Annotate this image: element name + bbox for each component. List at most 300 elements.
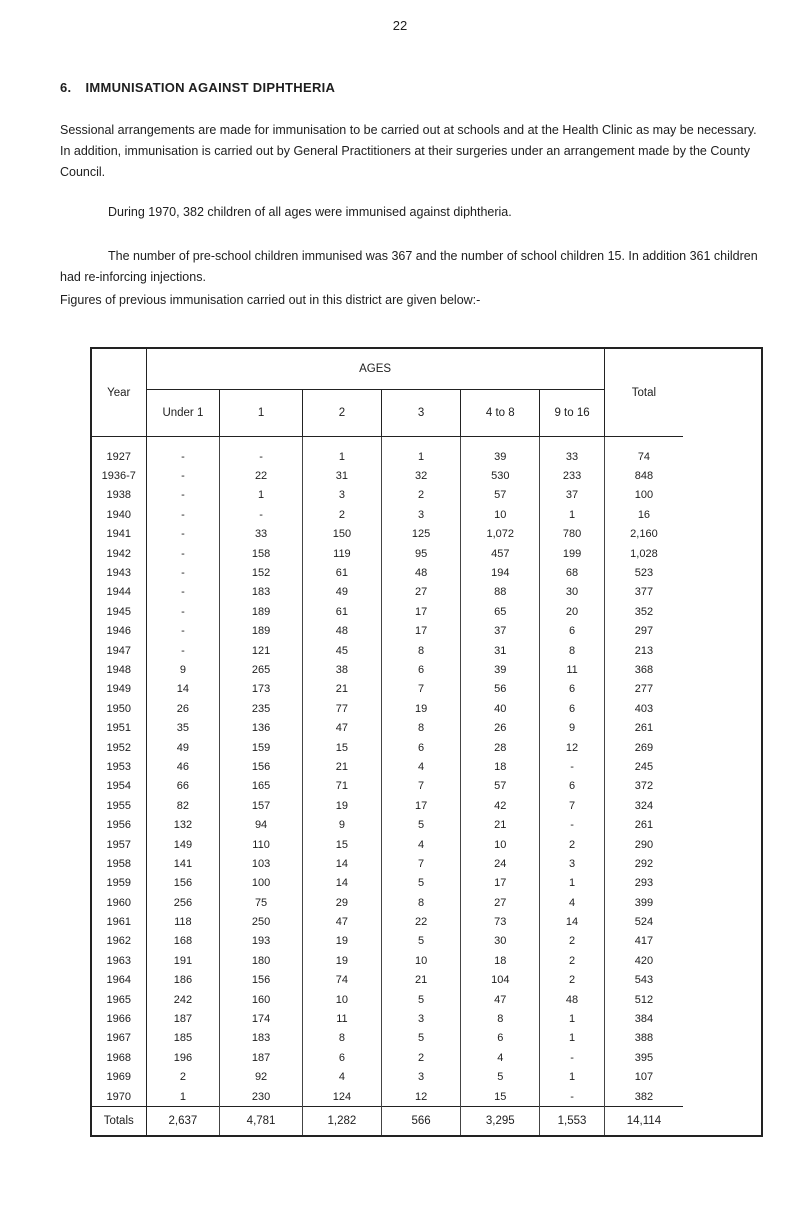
table-row xyxy=(91,563,762,582)
value-cell: 26 xyxy=(146,699,220,718)
value-cell: 57 xyxy=(461,486,540,505)
value-cell: 95 xyxy=(382,544,461,563)
value-cell: 3 xyxy=(382,1068,461,1087)
value-cell: 186 xyxy=(146,971,220,990)
immunisation-table xyxy=(90,347,763,1137)
value-cell: - xyxy=(146,563,220,582)
value-cell: 5 xyxy=(382,815,461,834)
value-cell: 6 xyxy=(540,622,604,641)
value-cell: 156 xyxy=(146,874,220,893)
value-cell: 28 xyxy=(461,738,540,757)
table-row xyxy=(91,757,762,776)
value-cell: 183 xyxy=(220,1029,303,1048)
value-cell: 2 xyxy=(540,951,604,970)
year-cell: 1947 xyxy=(91,641,146,660)
table-row xyxy=(91,525,762,544)
value-cell: 11 xyxy=(540,660,604,679)
paragraph-intro-table: Figures of previous immunisation carried out in this district are given below:- xyxy=(60,293,481,307)
paragraph-arrangements: Sessional arrangements are made for immunisation to be carried out at schools and at the Health Clinic as may be necessary. In addition, immunisation is carried out by General Practitioners at their surgeries under an arrangement made by the County Council. xyxy=(60,123,757,179)
value-cell: 71 xyxy=(302,777,381,796)
value-cell: - xyxy=(146,641,220,660)
value-cell: 1 xyxy=(540,1009,604,1028)
year-cell: 1936-7 xyxy=(91,466,146,485)
value-cell: 9 xyxy=(540,718,604,737)
value-cell: 14 xyxy=(146,680,220,699)
value-cell: 26 xyxy=(461,718,540,737)
table-row xyxy=(91,854,762,873)
value-cell: 49 xyxy=(146,738,220,757)
value-cell: 4 xyxy=(540,893,604,912)
table-row xyxy=(91,505,762,524)
year-cell: 1960 xyxy=(91,893,146,912)
total-cell: 245 xyxy=(604,757,683,776)
value-cell: 124 xyxy=(302,1087,381,1107)
table-row xyxy=(91,1009,762,1028)
year-cell: 1957 xyxy=(91,835,146,854)
value-cell: 19 xyxy=(302,796,381,815)
total-cell: 512 xyxy=(604,990,683,1009)
value-cell: 6 xyxy=(302,1048,381,1067)
value-cell: 5 xyxy=(382,932,461,951)
value-cell: 8 xyxy=(302,1029,381,1048)
value-cell: - xyxy=(146,622,220,641)
value-cell: 15 xyxy=(302,835,381,854)
value-cell: 18 xyxy=(461,951,540,970)
year-cell: 1953 xyxy=(91,757,146,776)
value-cell: 157 xyxy=(220,796,303,815)
page-number: 22 xyxy=(392,18,408,33)
header-age-col: 1 xyxy=(220,390,303,437)
value-cell: 530 xyxy=(461,466,540,485)
year-cell: 1946 xyxy=(91,622,146,641)
value-cell: 173 xyxy=(220,680,303,699)
table-row xyxy=(91,583,762,602)
value-cell: 75 xyxy=(220,893,303,912)
value-cell: 19 xyxy=(382,699,461,718)
total-cell: 543 xyxy=(604,971,683,990)
value-cell: 14 xyxy=(540,912,604,931)
value-cell: 21 xyxy=(302,757,381,776)
value-cell: 2 xyxy=(382,1048,461,1067)
value-cell: 74 xyxy=(302,971,381,990)
value-cell: 48 xyxy=(302,622,381,641)
value-cell: 233 xyxy=(540,466,604,485)
value-cell: 37 xyxy=(461,622,540,641)
value-cell: 159 xyxy=(220,738,303,757)
value-cell: 156 xyxy=(220,971,303,990)
year-cell: 1949 xyxy=(91,680,146,699)
header-age-col: 4 to 8 xyxy=(461,390,540,437)
header-age-col: 2 xyxy=(302,390,381,437)
value-cell: 6 xyxy=(540,680,604,699)
value-cell: - xyxy=(540,815,604,834)
year-cell: 1969 xyxy=(91,1068,146,1087)
table-row xyxy=(91,680,762,699)
table-row xyxy=(91,893,762,912)
value-cell: 119 xyxy=(302,544,381,563)
value-cell: 14 xyxy=(302,874,381,893)
value-cell: 457 xyxy=(461,544,540,563)
value-cell: 2 xyxy=(382,486,461,505)
year-cell: 1942 xyxy=(91,544,146,563)
value-cell: 193 xyxy=(220,932,303,951)
total-cell: 395 xyxy=(604,1048,683,1067)
total-cell: 524 xyxy=(604,912,683,931)
value-cell: 118 xyxy=(146,912,220,931)
value-cell: 1 xyxy=(302,437,381,467)
totals-cell: 1,553 xyxy=(540,1107,604,1137)
header-age-col: Under 1 xyxy=(146,390,220,437)
section-title: IMMUNISATION AGAINST DIPHTHERIA xyxy=(85,80,336,95)
value-cell: 7 xyxy=(382,777,461,796)
value-cell: 265 xyxy=(220,660,303,679)
table-row xyxy=(91,1087,762,1107)
value-cell: - xyxy=(146,505,220,524)
value-cell: 780 xyxy=(540,525,604,544)
value-cell: 4 xyxy=(461,1048,540,1067)
section-heading xyxy=(60,80,335,95)
value-cell: 2 xyxy=(302,505,381,524)
value-cell: 27 xyxy=(461,893,540,912)
value-cell: 21 xyxy=(302,680,381,699)
value-cell: 158 xyxy=(220,544,303,563)
value-cell: 185 xyxy=(146,1029,220,1048)
table-row xyxy=(91,874,762,893)
value-cell: 2 xyxy=(540,932,604,951)
table-row xyxy=(91,835,762,854)
value-cell: 6 xyxy=(540,699,604,718)
value-cell: 3 xyxy=(382,1009,461,1028)
value-cell: 48 xyxy=(382,563,461,582)
year-cell: 1966 xyxy=(91,1009,146,1028)
totals-cell: 566 xyxy=(382,1107,461,1137)
value-cell: 194 xyxy=(461,563,540,582)
value-cell: 250 xyxy=(220,912,303,931)
value-cell: 10 xyxy=(461,505,540,524)
value-cell: 100 xyxy=(220,874,303,893)
value-cell: 30 xyxy=(540,583,604,602)
year-cell: 1961 xyxy=(91,912,146,931)
total-cell: 292 xyxy=(604,854,683,873)
value-cell: 189 xyxy=(220,622,303,641)
value-cell: 149 xyxy=(146,835,220,854)
table-row xyxy=(91,951,762,970)
year-cell: 1955 xyxy=(91,796,146,815)
value-cell: 1,072 xyxy=(461,525,540,544)
year-cell: 1945 xyxy=(91,602,146,621)
table-row xyxy=(91,486,762,505)
value-cell: 38 xyxy=(302,660,381,679)
total-cell: 399 xyxy=(604,893,683,912)
value-cell: 94 xyxy=(220,815,303,834)
table-row xyxy=(91,660,762,679)
total-cell: 213 xyxy=(604,641,683,660)
value-cell: 3 xyxy=(302,486,381,505)
value-cell: 11 xyxy=(302,1009,381,1028)
value-cell: 33 xyxy=(220,525,303,544)
table-row xyxy=(91,796,762,815)
year-cell: 1968 xyxy=(91,1048,146,1067)
total-cell: 382 xyxy=(604,1087,683,1107)
value-cell: 77 xyxy=(302,699,381,718)
value-cell: 31 xyxy=(461,641,540,660)
value-cell: 7 xyxy=(382,680,461,699)
value-cell: 19 xyxy=(302,932,381,951)
table-row xyxy=(91,1029,762,1048)
value-cell: 2 xyxy=(540,971,604,990)
value-cell: 17 xyxy=(382,622,461,641)
value-cell: 189 xyxy=(220,602,303,621)
value-cell: 45 xyxy=(302,641,381,660)
total-cell: 290 xyxy=(604,835,683,854)
totals-cell: 1,282 xyxy=(302,1107,381,1137)
year-cell: 1962 xyxy=(91,932,146,951)
totals-label: Totals xyxy=(91,1107,146,1137)
table-row xyxy=(91,718,762,737)
year-cell: 1970 xyxy=(91,1087,146,1107)
value-cell: 168 xyxy=(146,932,220,951)
value-cell: 32 xyxy=(382,466,461,485)
value-cell: 8 xyxy=(540,641,604,660)
value-cell: 19 xyxy=(302,951,381,970)
header-ages: AGES xyxy=(146,348,604,390)
value-cell: 141 xyxy=(146,854,220,873)
total-cell: 16 xyxy=(604,505,683,524)
total-cell: 523 xyxy=(604,563,683,582)
value-cell: 6 xyxy=(382,738,461,757)
table-row xyxy=(91,971,762,990)
year-cell: 1941 xyxy=(91,525,146,544)
value-cell: 1 xyxy=(146,1087,220,1107)
value-cell: 8 xyxy=(461,1009,540,1028)
value-cell: 92 xyxy=(220,1068,303,1087)
value-cell: 1 xyxy=(540,874,604,893)
value-cell: 121 xyxy=(220,641,303,660)
value-cell: 5 xyxy=(382,874,461,893)
value-cell: 5 xyxy=(382,1029,461,1048)
header-total: Total xyxy=(604,348,683,437)
value-cell: - xyxy=(146,466,220,485)
total-cell: 1,028 xyxy=(604,544,683,563)
value-cell: 150 xyxy=(302,525,381,544)
value-cell: 8 xyxy=(382,718,461,737)
value-cell: 5 xyxy=(461,1068,540,1087)
value-cell: 2 xyxy=(146,1068,220,1087)
total-cell: 74 xyxy=(604,437,683,467)
paragraph-1970-total: During 1970, 382 children of all ages were immunised against diphtheria. xyxy=(108,205,512,219)
value-cell: 104 xyxy=(461,971,540,990)
table-row xyxy=(91,641,762,660)
value-cell: - xyxy=(540,757,604,776)
value-cell: 18 xyxy=(461,757,540,776)
year-cell: 1967 xyxy=(91,1029,146,1048)
value-cell: 65 xyxy=(461,602,540,621)
section-number: 6. xyxy=(60,80,72,95)
value-cell: 3 xyxy=(540,854,604,873)
total-cell: 352 xyxy=(604,602,683,621)
year-cell: 1940 xyxy=(91,505,146,524)
value-cell: 40 xyxy=(461,699,540,718)
value-cell: 9 xyxy=(302,815,381,834)
value-cell: 187 xyxy=(146,1009,220,1028)
value-cell: 88 xyxy=(461,583,540,602)
total-cell: 261 xyxy=(604,718,683,737)
value-cell: - xyxy=(146,544,220,563)
value-cell: 57 xyxy=(461,777,540,796)
header-age-col: 9 to 16 xyxy=(540,390,604,437)
table-row xyxy=(91,622,762,641)
value-cell: 136 xyxy=(220,718,303,737)
value-cell: 174 xyxy=(220,1009,303,1028)
value-cell: 160 xyxy=(220,990,303,1009)
totals-cell: 3,295 xyxy=(461,1107,540,1137)
value-cell: 180 xyxy=(220,951,303,970)
value-cell: 1 xyxy=(382,437,461,467)
value-cell: - xyxy=(220,505,303,524)
total-cell: 377 xyxy=(604,583,683,602)
value-cell: 46 xyxy=(146,757,220,776)
total-cell: 100 xyxy=(604,486,683,505)
year-cell: 1964 xyxy=(91,971,146,990)
value-cell: 49 xyxy=(302,583,381,602)
totals-cell: 4,781 xyxy=(220,1107,303,1137)
value-cell: 61 xyxy=(302,602,381,621)
value-cell: 1 xyxy=(540,1029,604,1048)
year-cell: 1963 xyxy=(91,951,146,970)
value-cell: 132 xyxy=(146,815,220,834)
value-cell: 8 xyxy=(382,893,461,912)
value-cell: - xyxy=(220,437,303,467)
value-cell: 196 xyxy=(146,1048,220,1067)
value-cell: 47 xyxy=(302,718,381,737)
value-cell: 82 xyxy=(146,796,220,815)
value-cell: 9 xyxy=(146,660,220,679)
value-cell: 24 xyxy=(461,854,540,873)
value-cell: 48 xyxy=(540,990,604,1009)
year-cell: 1951 xyxy=(91,718,146,737)
value-cell: 6 xyxy=(461,1029,540,1048)
value-cell: 47 xyxy=(302,912,381,931)
value-cell: 42 xyxy=(461,796,540,815)
year-cell: 1954 xyxy=(91,777,146,796)
total-cell: 2,160 xyxy=(604,525,683,544)
total-cell: 297 xyxy=(604,622,683,641)
total-cell: 384 xyxy=(604,1009,683,1028)
value-cell: 7 xyxy=(540,796,604,815)
value-cell: 156 xyxy=(220,757,303,776)
value-cell: 35 xyxy=(146,718,220,737)
value-cell: 1 xyxy=(540,505,604,524)
total-cell: 261 xyxy=(604,815,683,834)
value-cell: 1 xyxy=(540,1068,604,1087)
value-cell: 2 xyxy=(540,835,604,854)
table-row xyxy=(91,466,762,485)
year-cell: 1965 xyxy=(91,990,146,1009)
total-cell: 368 xyxy=(604,660,683,679)
value-cell: 17 xyxy=(382,602,461,621)
total-cell: 388 xyxy=(604,1029,683,1048)
value-cell: 103 xyxy=(220,854,303,873)
value-cell: 165 xyxy=(220,777,303,796)
value-cell: - xyxy=(540,1048,604,1067)
year-cell: 1943 xyxy=(91,563,146,582)
value-cell: 17 xyxy=(382,796,461,815)
value-cell: 15 xyxy=(461,1087,540,1107)
total-cell: 372 xyxy=(604,777,683,796)
table-row xyxy=(91,1048,762,1067)
value-cell: 6 xyxy=(540,777,604,796)
value-cell: 39 xyxy=(461,660,540,679)
value-cell: - xyxy=(540,1087,604,1107)
value-cell: 47 xyxy=(461,990,540,1009)
value-cell: 22 xyxy=(382,912,461,931)
value-cell: 230 xyxy=(220,1087,303,1107)
value-cell: 183 xyxy=(220,583,303,602)
total-cell: 107 xyxy=(604,1068,683,1087)
table-row xyxy=(91,912,762,931)
value-cell: 22 xyxy=(220,466,303,485)
total-cell: 420 xyxy=(604,951,683,970)
table-row xyxy=(91,1068,762,1087)
totals-cell: 14,114 xyxy=(604,1107,683,1137)
value-cell: 14 xyxy=(302,854,381,873)
table-row xyxy=(91,990,762,1009)
total-cell: 269 xyxy=(604,738,683,757)
value-cell: 30 xyxy=(461,932,540,951)
year-cell: 1959 xyxy=(91,874,146,893)
value-cell: - xyxy=(146,486,220,505)
value-cell: 17 xyxy=(461,874,540,893)
header-year: Year xyxy=(91,348,146,437)
year-cell: 1956 xyxy=(91,815,146,834)
table-row xyxy=(91,777,762,796)
value-cell: 6 xyxy=(382,660,461,679)
value-cell: 39 xyxy=(461,437,540,467)
value-cell: 56 xyxy=(461,680,540,699)
value-cell: 4 xyxy=(382,835,461,854)
total-cell: 403 xyxy=(604,699,683,718)
value-cell: 12 xyxy=(382,1087,461,1107)
value-cell: 8 xyxy=(382,641,461,660)
year-cell: 1948 xyxy=(91,660,146,679)
value-cell: 15 xyxy=(302,738,381,757)
value-cell: 125 xyxy=(382,525,461,544)
value-cell: 20 xyxy=(540,602,604,621)
total-cell: 417 xyxy=(604,932,683,951)
value-cell: 10 xyxy=(382,951,461,970)
table-row xyxy=(91,738,762,757)
value-cell: 5 xyxy=(382,990,461,1009)
year-cell: 1952 xyxy=(91,738,146,757)
value-cell: 27 xyxy=(382,583,461,602)
table-row xyxy=(91,699,762,718)
value-cell: - xyxy=(146,525,220,544)
year-cell: 1927 xyxy=(91,437,146,467)
value-cell: 21 xyxy=(461,815,540,834)
year-cell: 1950 xyxy=(91,699,146,718)
table-row xyxy=(91,932,762,951)
value-cell: 152 xyxy=(220,563,303,582)
value-cell: 66 xyxy=(146,777,220,796)
value-cell: 1 xyxy=(220,486,303,505)
table-row xyxy=(91,437,762,467)
value-cell: 242 xyxy=(146,990,220,1009)
table-row xyxy=(91,815,762,834)
value-cell: 68 xyxy=(540,563,604,582)
total-cell: 848 xyxy=(604,466,683,485)
value-cell: - xyxy=(146,437,220,467)
paragraph-breakdown: The number of pre-school children immunised was 367 and the number of school children 15. In addition 361 children had re-inforcing injections. xyxy=(60,249,758,284)
